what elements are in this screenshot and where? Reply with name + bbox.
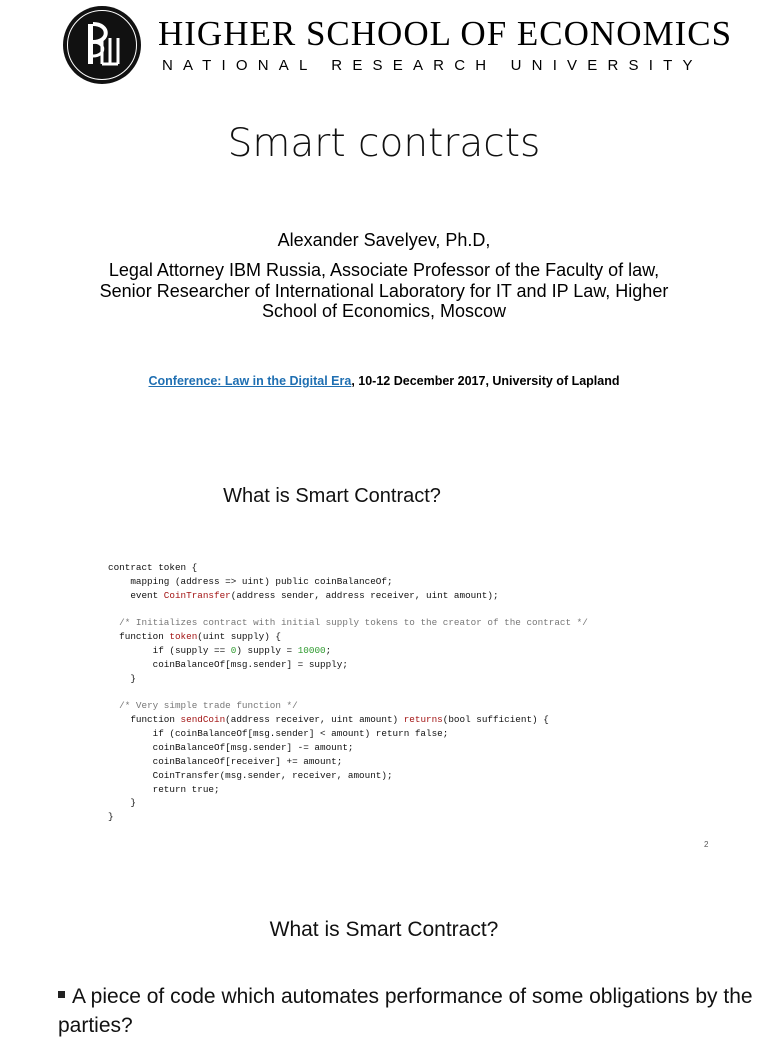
university-name: HIGHER SCHOOL OF ECONOMICS xyxy=(158,14,733,53)
code-token: CoinTransfer xyxy=(163,589,231,601)
code-line xyxy=(108,700,298,711)
code-line xyxy=(108,756,342,767)
code-token: (address sender, address receiver, uint amount); xyxy=(230,589,499,601)
solidity-code-block xyxy=(108,561,588,824)
code-token: mapping (address => uint) public coinBalanceOf; xyxy=(108,575,393,587)
code-token: } xyxy=(108,672,136,684)
author-name: Alexander Savelyev, Ph.D, xyxy=(277,230,491,250)
code-line xyxy=(108,784,220,795)
code-line xyxy=(108,659,348,670)
code-token: CoinTransfer(msg.sender, receiver, amount); xyxy=(108,769,393,781)
code-line xyxy=(108,562,197,573)
code-line xyxy=(108,673,136,684)
code-token xyxy=(108,617,119,628)
code-token: event xyxy=(108,589,164,601)
code-token: ) supply = xyxy=(236,645,298,657)
bullet-item xyxy=(58,982,758,1040)
code-token: /* Initializes contract with initial supply tokens to the creator of the contract */ xyxy=(119,617,588,629)
code-line xyxy=(108,728,448,739)
bullet-text: A piece of code which automates performance of some obligations by the parties? xyxy=(58,985,753,1037)
slide2-heading: What is Smart Contract? xyxy=(223,485,441,507)
code-line xyxy=(108,645,331,656)
code-line xyxy=(108,714,549,725)
code-token xyxy=(108,700,119,711)
code-token: contract token { xyxy=(108,562,198,573)
square-bullet-icon xyxy=(58,991,65,998)
code-token: } xyxy=(108,811,114,823)
code-token: token xyxy=(169,631,198,643)
code-token: } xyxy=(108,797,136,809)
hse-logo xyxy=(63,6,141,84)
slide3-heading: What is Smart Contract? xyxy=(269,918,499,941)
code-line xyxy=(108,797,136,808)
conference-line xyxy=(0,374,768,388)
code-line xyxy=(108,811,114,822)
code-line xyxy=(108,631,281,642)
presentation-title: Smart contracts xyxy=(227,121,541,166)
author-affiliation: Legal Attorney IBM Russia, Associate Professor of the Faculty of law, Senior Researcher of International Laboratory for IT and IP Law, Higher School of Economics, Moscow xyxy=(99,260,669,321)
code-token: return true; xyxy=(108,783,220,795)
code-token: returns xyxy=(403,714,443,726)
code-line xyxy=(108,770,393,781)
code-token: function xyxy=(108,714,181,726)
conference-link[interactable]: Conference: Law in the Digital Era xyxy=(148,374,352,388)
code-token: if (coinBalanceOf[msg.sender] < amount) return false; xyxy=(108,728,449,740)
code-token: (bool sufficient) { xyxy=(442,714,549,726)
code-token: (address receiver, uint amount) xyxy=(225,714,404,726)
hse-monogram-icon xyxy=(80,18,124,72)
page-number: 2 xyxy=(704,840,709,849)
code-token: 10000 xyxy=(297,645,326,657)
code-token: /* Very simple trade function */ xyxy=(119,700,298,712)
university-subtitle: NATIONAL RESEARCH UNIVERSITY xyxy=(162,57,703,74)
code-token: (uint supply) { xyxy=(197,631,281,643)
code-token: coinBalanceOf[msg.sender] -= amount; xyxy=(108,741,354,753)
code-line xyxy=(108,590,499,601)
code-token: 0 xyxy=(230,645,237,657)
code-line xyxy=(108,742,353,753)
code-token: coinBalanceOf[receiver] += amount; xyxy=(108,755,343,767)
code-token: coinBalanceOf[msg.sender] = supply; xyxy=(108,658,348,670)
logo-ring xyxy=(67,10,137,80)
code-line xyxy=(108,617,588,628)
code-token: function xyxy=(108,631,170,643)
code-token: ; xyxy=(325,645,332,657)
code-line xyxy=(108,576,393,587)
code-token: if (supply == xyxy=(108,645,231,657)
code-token: sendCoin xyxy=(180,714,226,726)
conference-details: , 10-12 December 2017, University of Lapland xyxy=(351,374,620,388)
